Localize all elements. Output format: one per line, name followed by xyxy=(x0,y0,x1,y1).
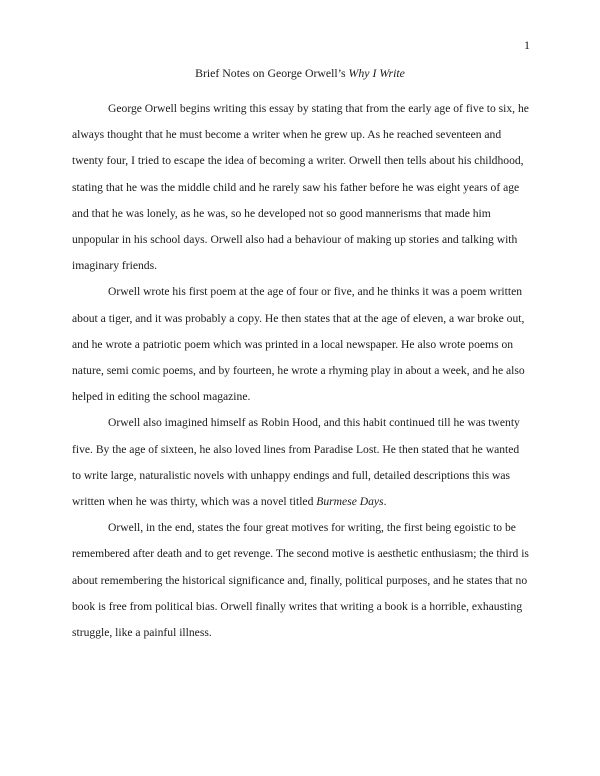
paragraph-3-end: . xyxy=(383,495,387,509)
paragraph-4: Orwell, in the end, states the four great motives for writing, the first being egoistic to be remembered after death and to get revenge. The second motive is aesthetic enthusiasm; the third is about remembering the historical significance and, finally, political purposes, and he states that no book is free from political bias. Orwell finally writes that writing a book is a horrible, exhausting struggle, like a painful illness. xyxy=(72,521,529,640)
paragraph-1: George Orwell begins writing this essay by stating that from the early age of five to six, he always thought that he must become a writer when he grew up. As he reached seventeen and twenty four, I tried to escape the idea of becoming a writer. Orwell then tells about his childhood, stating that he was the middle child and he rarely saw his father before he was eight years of age and that he was lonely, as he was, so he developed not so good mannerisms that made him unpopular in his school days. Orwell also had a behaviour of making up stories and talking with imaginary friends. xyxy=(72,102,529,273)
paragraph-3-text: Orwell also imagined himself as Robin Hood, and this habit continued till he was twenty five. By the age of sixteen, he also loved lines from Paradise Lost. He then stated that he wanted to write large, naturalistic novels with unhappy endings and full, detailed descriptions this was written when he was thirty, which was a novel titled xyxy=(72,416,520,509)
title-text: Brief Notes on George Orwell’s xyxy=(195,66,349,80)
paragraph-3 xyxy=(72,410,530,515)
document-body xyxy=(72,96,530,646)
document-title xyxy=(0,66,600,80)
title-work: Why I Write xyxy=(348,66,405,80)
paragraph-2: Orwell wrote his first poem at the age of four or five, and he thinks it was a poem written about a tiger, and it was probably a copy. He then states that at the age of eleven, a war broke out, and he wrote a patriotic poem which was printed in a local newspaper. He also wrote poems on nature, semi comic poems, and by fourteen, he wrote a rhyming play in about a week, and he also helped in editing the school magazine. xyxy=(72,285,525,404)
page-number: 1 xyxy=(524,38,530,52)
novel-title: Burmese Days xyxy=(316,495,384,509)
